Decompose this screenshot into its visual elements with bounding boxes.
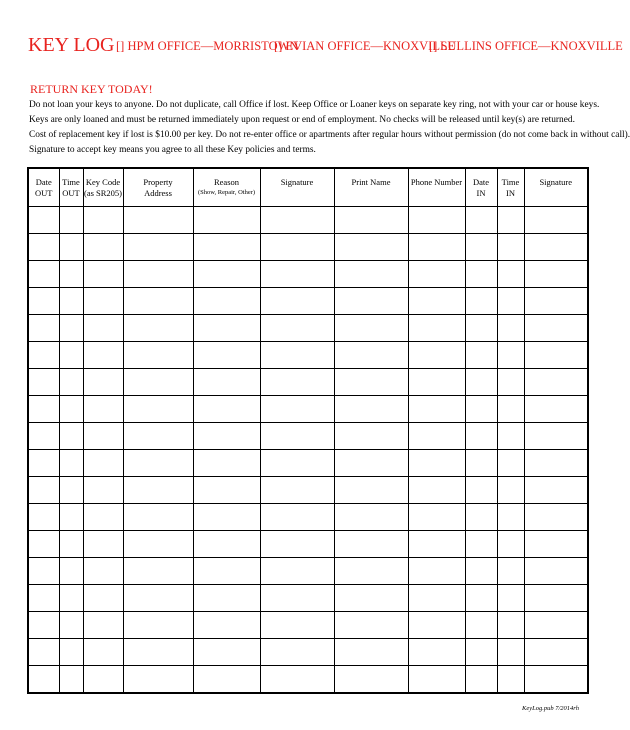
policy-text <box>29 98 630 158</box>
entry-cell[interactable] <box>193 341 260 368</box>
entry-cell[interactable] <box>260 665 334 693</box>
entry-cell[interactable] <box>497 314 524 341</box>
entry-cell[interactable] <box>408 449 465 476</box>
column-header <box>408 168 465 206</box>
entry-cell[interactable] <box>59 287 83 314</box>
entry-cell[interactable] <box>123 530 193 557</box>
entry-cell[interactable] <box>123 395 193 422</box>
entry-cell[interactable] <box>193 557 260 584</box>
entry-cell[interactable] <box>260 638 334 665</box>
entry-cell[interactable] <box>123 476 193 503</box>
table-row <box>28 395 588 422</box>
entry-cell[interactable] <box>83 503 123 530</box>
entry-cell[interactable] <box>83 260 123 287</box>
entry-cell[interactable] <box>123 503 193 530</box>
entry-cell[interactable] <box>59 476 83 503</box>
entry-cell[interactable] <box>123 665 193 693</box>
table-row <box>28 341 588 368</box>
table-row <box>28 638 588 665</box>
entry-cell[interactable] <box>497 206 524 233</box>
entry-cell[interactable] <box>524 206 588 233</box>
column-header <box>83 168 123 206</box>
entry-cell[interactable] <box>59 557 83 584</box>
entry-cell[interactable] <box>193 638 260 665</box>
entry-cell[interactable] <box>465 503 497 530</box>
entry-cell[interactable] <box>28 611 59 638</box>
entry-cell[interactable] <box>497 287 524 314</box>
policy-line: Keys are only loaned and must be returned immediately upon request or end of employment. No checks will be released until key(s) are returned. <box>29 115 575 125</box>
table-row <box>28 584 588 611</box>
table-row <box>28 530 588 557</box>
entry-cell[interactable] <box>59 530 83 557</box>
entry-cell[interactable] <box>334 422 408 449</box>
table-row <box>28 557 588 584</box>
entry-cell[interactable] <box>465 584 497 611</box>
entry-cell[interactable] <box>334 665 408 693</box>
entry-cell[interactable] <box>408 584 465 611</box>
entry-cell[interactable] <box>59 314 83 341</box>
entry-cell[interactable] <box>28 665 59 693</box>
column-header-label: Property <box>143 177 173 187</box>
column-header <box>260 168 334 206</box>
table-row <box>28 611 588 638</box>
column-header-label: Date <box>472 177 490 187</box>
entry-cell[interactable] <box>408 476 465 503</box>
entry-cell[interactable] <box>83 584 123 611</box>
entry-cell[interactable] <box>497 584 524 611</box>
entry-cell[interactable] <box>465 260 497 287</box>
entry-cell[interactable] <box>123 557 193 584</box>
column-header-sublabel: OUT <box>35 188 53 198</box>
entry-cell[interactable] <box>465 530 497 557</box>
policy-line: Do not loan your keys to anyone. Do not duplicate, call Office if lost. Keep Office or Loaner keys on separate key ring, not with your car or house keys. <box>29 100 600 110</box>
entry-cell[interactable] <box>497 638 524 665</box>
entry-cell[interactable] <box>408 557 465 584</box>
table-row <box>28 260 588 287</box>
entry-cell[interactable] <box>465 314 497 341</box>
office-option-evian: [] EVIAN OFFICE—KNOXVILLE <box>274 39 456 53</box>
entry-cell[interactable] <box>193 233 260 260</box>
entry-cell[interactable] <box>83 395 123 422</box>
entry-cell[interactable] <box>465 206 497 233</box>
entry-cell[interactable] <box>260 503 334 530</box>
entry-cell[interactable] <box>334 314 408 341</box>
table-row <box>28 503 588 530</box>
entry-cell[interactable] <box>524 287 588 314</box>
entry-cell[interactable] <box>83 422 123 449</box>
entry-cell[interactable] <box>497 503 524 530</box>
entry-cell[interactable] <box>497 611 524 638</box>
entry-cell[interactable] <box>83 287 123 314</box>
column-header <box>59 168 83 206</box>
entry-cell[interactable] <box>408 638 465 665</box>
entry-cell[interactable] <box>260 368 334 395</box>
entry-cell[interactable] <box>408 395 465 422</box>
entry-cell[interactable] <box>497 665 524 693</box>
column-header <box>193 168 260 206</box>
entry-cell[interactable] <box>524 611 588 638</box>
column-header-sublabel: IN <box>476 188 486 198</box>
entry-cell[interactable] <box>524 314 588 341</box>
entry-cell[interactable] <box>59 233 83 260</box>
header <box>28 34 623 58</box>
column-header <box>497 168 524 206</box>
entry-cell[interactable] <box>260 584 334 611</box>
entry-cell[interactable] <box>28 449 59 476</box>
entry-cell[interactable] <box>59 422 83 449</box>
entry-cell[interactable] <box>83 314 123 341</box>
table-row <box>28 287 588 314</box>
entry-cell[interactable] <box>59 368 83 395</box>
entry-cell[interactable] <box>334 233 408 260</box>
entry-cell[interactable] <box>497 476 524 503</box>
table-row <box>28 314 588 341</box>
entry-cell[interactable] <box>465 638 497 665</box>
column-header-sublabel: OUT <box>62 188 80 198</box>
entry-cell[interactable] <box>123 422 193 449</box>
entry-cell[interactable] <box>334 395 408 422</box>
column-header-label: Signature <box>280 177 314 187</box>
column-header-sublabel: Address <box>144 188 172 198</box>
entry-cell[interactable] <box>193 422 260 449</box>
entry-cell[interactable] <box>123 233 193 260</box>
entry-cell[interactable] <box>260 557 334 584</box>
entry-cell[interactable] <box>497 260 524 287</box>
column-header <box>123 168 193 206</box>
entry-cell[interactable] <box>28 260 59 287</box>
entry-cell[interactable] <box>83 476 123 503</box>
entry-cell[interactable] <box>83 206 123 233</box>
entry-cell[interactable] <box>59 341 83 368</box>
entry-cell[interactable] <box>28 287 59 314</box>
entry-cell[interactable] <box>260 530 334 557</box>
entry-cell[interactable] <box>408 233 465 260</box>
column-header <box>465 168 497 206</box>
entry-cell[interactable] <box>28 422 59 449</box>
column-header-label: Time <box>62 177 80 187</box>
entry-cell[interactable] <box>28 395 59 422</box>
entry-cell[interactable] <box>334 287 408 314</box>
entry-cell[interactable] <box>59 584 83 611</box>
entry-cell[interactable] <box>334 206 408 233</box>
column-header-sublabel: IN <box>506 188 515 198</box>
entry-cell[interactable] <box>83 233 123 260</box>
column-header-label: Key Code <box>85 177 121 187</box>
entry-cell[interactable] <box>28 476 59 503</box>
table-row <box>28 476 588 503</box>
entry-cell[interactable] <box>524 368 588 395</box>
return-key-notice: RETURN KEY TODAY! <box>30 82 153 96</box>
entry-cell[interactable] <box>334 260 408 287</box>
entry-cell[interactable] <box>408 665 465 693</box>
entry-cell[interactable] <box>497 233 524 260</box>
key-log-table <box>27 167 589 694</box>
entry-cell[interactable] <box>28 341 59 368</box>
entry-cell[interactable] <box>408 530 465 557</box>
table-row <box>28 449 588 476</box>
entry-cell[interactable] <box>193 260 260 287</box>
entry-cell[interactable] <box>28 314 59 341</box>
entry-cell[interactable] <box>465 368 497 395</box>
entry-cell[interactable] <box>28 638 59 665</box>
entry-cell[interactable] <box>59 206 83 233</box>
entry-cell[interactable] <box>193 314 260 341</box>
entry-cell[interactable] <box>260 233 334 260</box>
table-row <box>28 665 588 693</box>
entry-cell[interactable] <box>59 260 83 287</box>
entry-cell[interactable] <box>28 584 59 611</box>
entry-cell[interactable] <box>83 665 123 693</box>
office-option-sullins: [] SULLINS OFFICE—KNOXVILLE <box>429 39 623 53</box>
entry-cell[interactable] <box>334 530 408 557</box>
entry-cell[interactable] <box>465 449 497 476</box>
entry-cell[interactable] <box>193 449 260 476</box>
entry-cell[interactable] <box>260 449 334 476</box>
entry-cell[interactable] <box>524 422 588 449</box>
table-row <box>28 206 588 233</box>
column-header-label: Reason <box>213 177 240 187</box>
entry-cell[interactable] <box>260 611 334 638</box>
entry-cell[interactable] <box>83 557 123 584</box>
policy-line: Signature to accept key means you agree to all these Key policies and terms. <box>29 145 316 155</box>
column-header-sublabel: (as SR205) <box>83 188 122 198</box>
entry-cell[interactable] <box>524 584 588 611</box>
entry-cell[interactable] <box>83 341 123 368</box>
entry-cell[interactable] <box>123 341 193 368</box>
entry-cell[interactable] <box>524 233 588 260</box>
entry-cell[interactable] <box>497 395 524 422</box>
column-header-label: Date <box>35 177 52 187</box>
entry-cell[interactable] <box>524 503 588 530</box>
entry-cell[interactable] <box>260 287 334 314</box>
column-header-label: Phone Number <box>410 177 463 187</box>
entry-cell[interactable] <box>28 503 59 530</box>
entry-cell[interactable] <box>524 260 588 287</box>
entry-cell[interactable] <box>193 503 260 530</box>
entry-cell[interactable] <box>123 638 193 665</box>
entry-cell[interactable] <box>193 476 260 503</box>
entry-cell[interactable] <box>260 395 334 422</box>
entry-cell[interactable] <box>408 206 465 233</box>
entry-cell[interactable] <box>260 260 334 287</box>
entry-cell[interactable] <box>59 611 83 638</box>
entry-cell[interactable] <box>193 368 260 395</box>
entry-cell[interactable] <box>59 395 83 422</box>
entry-cell[interactable] <box>408 503 465 530</box>
entry-cell[interactable] <box>408 260 465 287</box>
entry-cell[interactable] <box>193 611 260 638</box>
entry-cell[interactable] <box>465 287 497 314</box>
table-header-row <box>28 168 588 206</box>
entry-cell[interactable] <box>260 476 334 503</box>
entry-cell[interactable] <box>408 368 465 395</box>
entry-cell[interactable] <box>123 368 193 395</box>
entry-cell[interactable] <box>408 422 465 449</box>
entry-cell[interactable] <box>465 395 497 422</box>
entry-cell[interactable] <box>524 530 588 557</box>
entry-cell[interactable] <box>497 341 524 368</box>
entry-cell[interactable] <box>83 368 123 395</box>
entry-cell[interactable] <box>59 638 83 665</box>
page-title: KEY LOG <box>28 34 115 56</box>
entry-cell[interactable] <box>334 557 408 584</box>
entry-cell[interactable] <box>524 665 588 693</box>
entry-cell[interactable] <box>123 314 193 341</box>
entry-cell[interactable] <box>83 638 123 665</box>
entry-cell[interactable] <box>408 611 465 638</box>
entry-cell[interactable] <box>123 287 193 314</box>
entry-cell[interactable] <box>83 611 123 638</box>
entry-cell[interactable] <box>465 476 497 503</box>
entry-cell[interactable] <box>123 206 193 233</box>
entry-cell[interactable] <box>334 368 408 395</box>
entry-cell[interactable] <box>59 449 83 476</box>
entry-cell[interactable] <box>497 368 524 395</box>
column-header <box>334 168 408 206</box>
entry-cell[interactable] <box>524 638 588 665</box>
entry-cell[interactable] <box>28 557 59 584</box>
entry-cell[interactable] <box>260 206 334 233</box>
entry-cell[interactable] <box>83 530 123 557</box>
table-row <box>28 422 588 449</box>
entry-cell[interactable] <box>465 422 497 449</box>
entry-cell[interactable] <box>260 341 334 368</box>
entry-cell[interactable] <box>193 584 260 611</box>
entry-cell[interactable] <box>524 476 588 503</box>
column-header <box>524 168 588 206</box>
entry-cell[interactable] <box>334 611 408 638</box>
column-header-label: Time <box>501 177 520 187</box>
entry-cell[interactable] <box>83 449 123 476</box>
entry-cell[interactable] <box>334 638 408 665</box>
entry-cell[interactable] <box>465 665 497 693</box>
entry-cell[interactable] <box>497 557 524 584</box>
entry-cell[interactable] <box>497 422 524 449</box>
entry-cell[interactable] <box>28 530 59 557</box>
entry-cell[interactable] <box>193 206 260 233</box>
entry-cell[interactable] <box>408 341 465 368</box>
entry-cell[interactable] <box>59 665 83 693</box>
entry-cell[interactable] <box>260 422 334 449</box>
entry-cell[interactable] <box>59 503 83 530</box>
entry-cell[interactable] <box>260 314 334 341</box>
entry-cell[interactable] <box>193 287 260 314</box>
entry-cell[interactable] <box>524 449 588 476</box>
entry-cell[interactable] <box>28 206 59 233</box>
entry-cell[interactable] <box>123 611 193 638</box>
column-header <box>28 168 59 206</box>
table-body <box>28 206 588 693</box>
policy-line: Cost of replacement key if lost is $10.00 per key. Do not re-enter office or apartments after regular hours without permission (do not come back in without call). <box>29 130 630 140</box>
entry-cell[interactable] <box>193 530 260 557</box>
entry-cell[interactable] <box>334 341 408 368</box>
entry-cell[interactable] <box>123 584 193 611</box>
entry-cell[interactable] <box>465 233 497 260</box>
entry-cell[interactable] <box>465 557 497 584</box>
column-header-label: Signature <box>539 177 573 187</box>
table-row <box>28 368 588 395</box>
entry-cell[interactable] <box>334 503 408 530</box>
entry-cell[interactable] <box>193 395 260 422</box>
entry-cell[interactable] <box>497 449 524 476</box>
column-header-label: Print Name <box>351 177 391 187</box>
table-row <box>28 233 588 260</box>
column-header-sublabel: (Show, Repair, Other) <box>197 189 256 196</box>
entry-cell[interactable] <box>123 260 193 287</box>
entry-cell[interactable] <box>334 449 408 476</box>
footer-note: KeyLog.pub 7/2014rh <box>522 705 579 712</box>
entry-cell[interactable] <box>497 530 524 557</box>
entry-cell[interactable] <box>28 368 59 395</box>
entry-cell[interactable] <box>334 584 408 611</box>
entry-cell[interactable] <box>334 476 408 503</box>
entry-cell[interactable] <box>123 449 193 476</box>
entry-cell[interactable] <box>465 611 497 638</box>
entry-cell[interactable] <box>524 395 588 422</box>
entry-cell[interactable] <box>193 665 260 693</box>
entry-cell[interactable] <box>28 233 59 260</box>
office-option-hpm: [] HPM OFFICE—MORRISTOWN <box>116 39 299 53</box>
entry-cell[interactable] <box>408 287 465 314</box>
entry-cell[interactable] <box>408 314 465 341</box>
entry-cell[interactable] <box>524 341 588 368</box>
entry-cell[interactable] <box>465 341 497 368</box>
entry-cell[interactable] <box>524 557 588 584</box>
